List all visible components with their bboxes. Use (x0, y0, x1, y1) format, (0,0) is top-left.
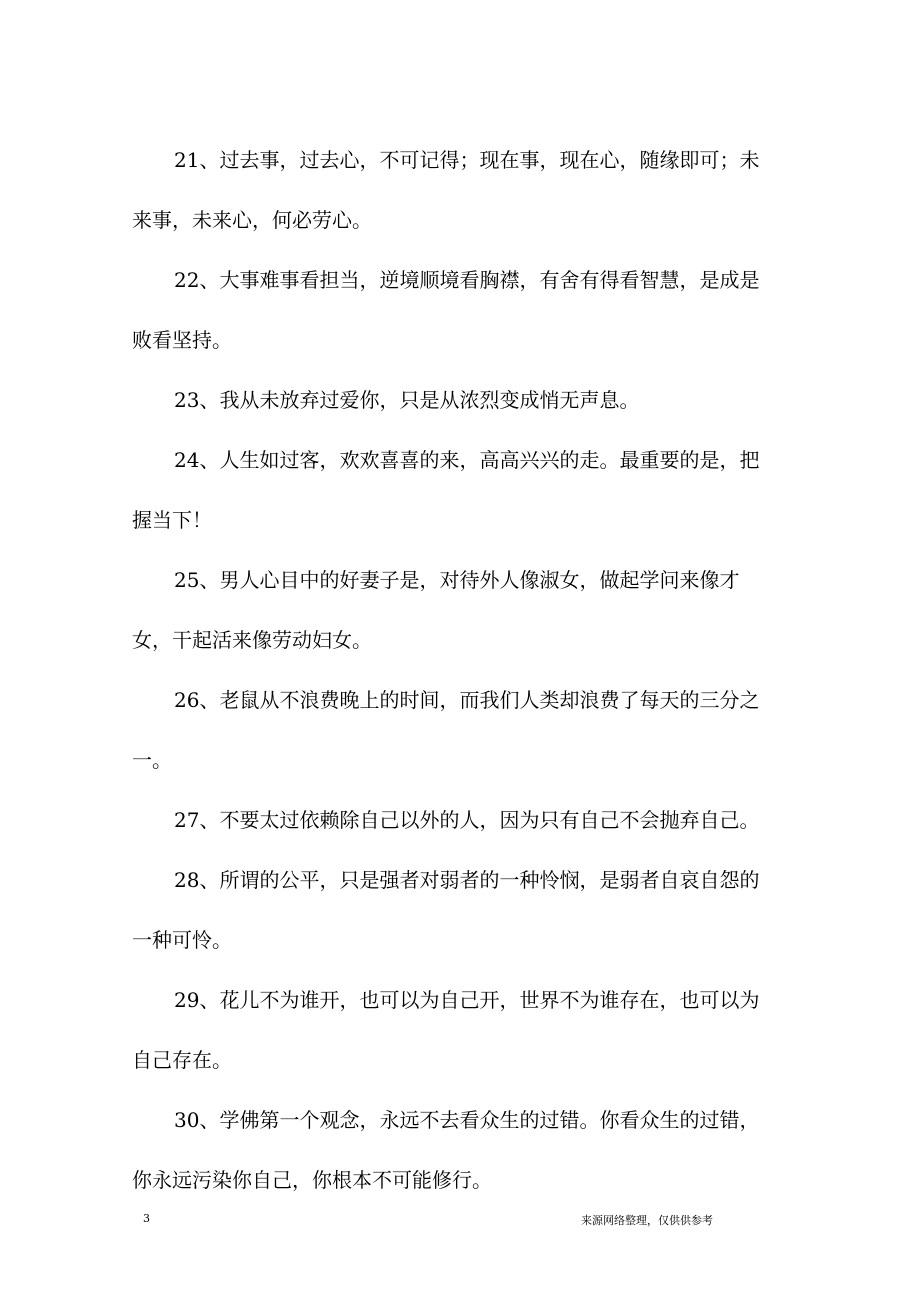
quote-item-23: 23、我从未放弃过爱你，只是从浓烈变成悄无声息。 (174, 388, 640, 412)
page-number: 3 (143, 1212, 150, 1225)
quote-item-30: 30、学佛第一个观念，永远不去看众生的过错。你看众生的过错，你永远污染你自己，你根本不可能修行。 (132, 1108, 760, 1192)
quote-item-27: 27、不要太过依赖除自己以外的人，因为只有自己不会抛弃自己。 (174, 808, 760, 832)
quote-item-24: 24、人生如过客，欢欢喜喜的来，高高兴兴的走。最重要的是，把握当下！ (132, 448, 760, 532)
source-note: 来源网络整理，仅供供参考 (581, 1214, 713, 1227)
quote-item-26: 26、老鼠从不浪费晚上的时间，而我们人类却浪费了每天的三分之一。 (132, 688, 760, 772)
page-footer (0, 1212, 920, 1232)
quote-item-25: 25、男人心目中的好妻子是，对待外人像淑女，做起学问来像才女，干起活来像劳动妇女。 (132, 568, 740, 652)
quote-item-22: 22、大事难事看担当，逆境顺境看胸襟，有舍有得看智慧，是成是败看坚持。 (132, 268, 760, 352)
quote-list (132, 130, 762, 1210)
quote-item-21: 21、过去事，过去心，不可记得；现在事，现在心，随缘即可；未来事，未来心，何必劳心。 (132, 148, 760, 232)
quote-item-29: 29、花儿不为谁开，也可以为自己开，世界不为谁存在，也可以为自己存在。 (132, 988, 760, 1072)
quote-item-28: 28、所谓的公平，只是强者对弱者的一种怜悯，是弱者自哀自怨的一种可怜。 (132, 868, 760, 952)
